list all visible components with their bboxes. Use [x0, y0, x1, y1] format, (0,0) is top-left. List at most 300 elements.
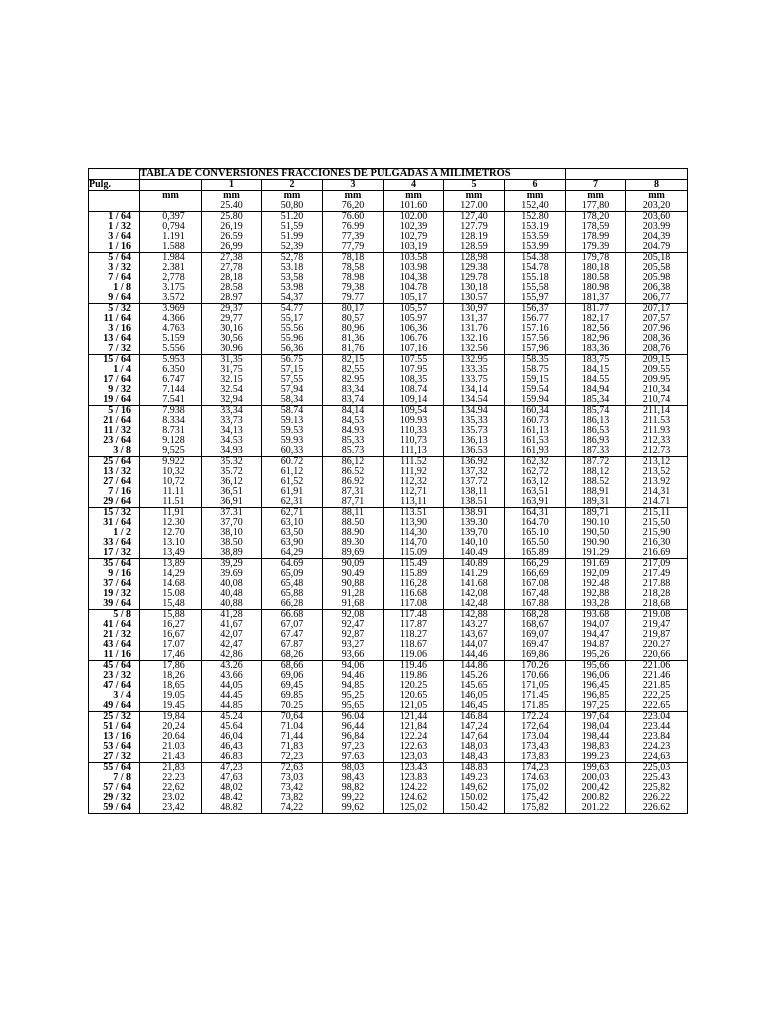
mm-value-cell: 42,86 — [202, 650, 262, 661]
base-value: 203,20 — [626, 201, 688, 212]
mm-value-cell: 200.82 — [566, 793, 626, 803]
mm-value-cell: 78,18 — [323, 253, 384, 264]
mm-value-cell: 46,43 — [202, 742, 262, 752]
mm-value-cell: 57,15 — [262, 365, 323, 375]
mm-value-cell: 9,525 — [140, 446, 202, 457]
mm-value-cell: 114,70 — [384, 538, 444, 548]
mm-value-cell: 161,93 — [505, 446, 566, 457]
mm-value-cell: 105.97 — [384, 314, 444, 324]
table-row — [89, 375, 688, 385]
mm-value-cell: 22,62 — [140, 783, 202, 793]
mm-value-cell: 94,46 — [323, 671, 384, 681]
mm-value-cell: 87,71 — [323, 497, 384, 508]
mm-value-cell: 147,64 — [444, 732, 505, 742]
conversion-table — [88, 168, 688, 814]
mm-value-cell: 205.98 — [626, 273, 688, 283]
mm-value-cell: 25.80 — [202, 212, 262, 223]
table-row — [89, 334, 688, 344]
mm-value-cell: 1.588 — [140, 242, 202, 253]
table-row — [89, 497, 688, 508]
mm-value-cell: 2.381 — [140, 263, 202, 273]
mm-value-cell: 54.77 — [262, 304, 323, 315]
mm-value-cell: 16,27 — [140, 620, 202, 630]
unit-label: mm — [566, 191, 626, 202]
mm-value-cell: 208,36 — [626, 334, 688, 344]
table-row — [89, 569, 688, 579]
mm-value-cell: 84,53 — [323, 416, 384, 426]
mm-value-cell: 206,38 — [626, 283, 688, 293]
fraction-cell: 21 / 32 — [89, 630, 140, 640]
unit-row — [89, 191, 688, 202]
table-row — [89, 324, 688, 334]
mm-value-cell: 120.65 — [384, 691, 444, 701]
mm-value-cell: 15,88 — [140, 610, 202, 621]
mm-value-cell: 131.76 — [444, 324, 505, 334]
mm-value-cell: 224.23 — [626, 742, 688, 752]
fraction-cell: 1 / 64 — [89, 212, 140, 223]
mm-value-cell: 187.72 — [566, 457, 626, 468]
mm-value-cell: 76.99 — [323, 222, 384, 232]
mm-value-cell: 165.10 — [505, 528, 566, 538]
mm-value-cell: 188,91 — [566, 487, 626, 497]
fraction-cell: 17 / 64 — [89, 375, 140, 385]
mm-value-cell: 222.65 — [626, 701, 688, 712]
fraction-cell: 49 / 64 — [89, 701, 140, 712]
mm-value-cell: 67.87 — [262, 640, 323, 650]
mm-value-cell: 12.30 — [140, 518, 202, 528]
mm-value-cell: 186,13 — [566, 416, 626, 426]
fraction-cell: 7 / 16 — [89, 487, 140, 497]
fraction-cell: 3 / 8 — [89, 446, 140, 457]
mm-value-cell: 109,14 — [384, 395, 444, 406]
mm-value-cell: 17,86 — [140, 661, 202, 672]
mm-value-cell: 43.26 — [202, 661, 262, 672]
mm-value-cell: 164,31 — [505, 508, 566, 519]
mm-value-cell: 83,34 — [323, 385, 384, 395]
mm-value-cell: 155,97 — [505, 293, 566, 304]
fraction-cell: 15 / 64 — [89, 355, 140, 366]
mm-value-cell: 188.52 — [566, 477, 626, 487]
mm-value-cell: 51.20 — [262, 212, 323, 223]
mm-value-cell: 134.54 — [444, 395, 505, 406]
mm-value-cell: 61,52 — [262, 477, 323, 487]
mm-value-cell: 226.62 — [626, 803, 688, 814]
mm-value-cell: 160,34 — [505, 406, 566, 417]
mm-value-cell: 116.68 — [384, 589, 444, 599]
mm-value-cell: 22.23 — [140, 773, 202, 783]
mm-value-cell: 139,70 — [444, 528, 505, 538]
base-value: 152,40 — [505, 201, 566, 212]
mm-value-cell: 39.69 — [202, 569, 262, 579]
mm-value-cell: 166,69 — [505, 569, 566, 579]
mm-value-cell: 37,70 — [202, 518, 262, 528]
mm-value-cell: 18,65 — [140, 681, 202, 691]
mm-value-cell: 115.49 — [384, 559, 444, 570]
mm-value-cell: 86.92 — [323, 477, 384, 487]
mm-value-cell: 203.99 — [626, 222, 688, 232]
mm-value-cell: 93,66 — [323, 650, 384, 661]
mm-value-cell: 211.53 — [626, 416, 688, 426]
table-row — [89, 773, 688, 783]
table-row — [89, 273, 688, 283]
mm-value-cell: 194,07 — [566, 620, 626, 630]
mm-value-cell: 193,28 — [566, 599, 626, 610]
base-value: 50,80 — [262, 201, 323, 212]
mm-value-cell: 128.19 — [444, 232, 505, 242]
mm-value-cell: 47,23 — [202, 763, 262, 774]
mm-value-cell: 137.72 — [444, 477, 505, 487]
mm-value-cell: 36,12 — [202, 477, 262, 487]
mm-value-cell: 28,18 — [202, 273, 262, 283]
mm-value-cell: 44.45 — [202, 691, 262, 701]
mm-value-cell: 119.86 — [384, 671, 444, 681]
mm-value-cell: 117.48 — [384, 610, 444, 621]
mm-value-cell: 21.43 — [140, 752, 202, 763]
table-row — [89, 671, 688, 681]
mm-value-cell: 31,35 — [202, 355, 262, 366]
table-row — [89, 579, 688, 589]
mm-value-cell: 55.96 — [262, 334, 323, 344]
mm-value-cell: 171.45 — [505, 691, 566, 701]
mm-value-cell: 115.89 — [384, 569, 444, 579]
mm-value-cell: 144.86 — [444, 661, 505, 672]
mm-value-cell: 29,77 — [202, 314, 262, 324]
fraction-cell: 19 / 32 — [89, 589, 140, 599]
mm-value-cell: 140,10 — [444, 538, 505, 548]
mm-value-cell: 149.23 — [444, 773, 505, 783]
fraction-cell: 35 / 64 — [89, 559, 140, 570]
mm-value-cell: 145.65 — [444, 681, 505, 691]
mm-value-cell: 221.06 — [626, 661, 688, 672]
mm-value-cell: 170.66 — [505, 671, 566, 681]
mm-value-cell: 148,03 — [444, 742, 505, 752]
mm-value-cell: 167.08 — [505, 579, 566, 589]
mm-value-cell: 78.98 — [323, 273, 384, 283]
mm-value-cell: 33,73 — [202, 416, 262, 426]
mm-value-cell: 19.05 — [140, 691, 202, 701]
mm-value-cell: 102,39 — [384, 222, 444, 232]
mm-value-cell: 169,07 — [505, 630, 566, 640]
mm-value-cell: 186,93 — [566, 436, 626, 446]
mm-value-cell: 8.731 — [140, 426, 202, 436]
mm-value-cell: 225,03 — [626, 763, 688, 774]
mm-value-cell: 32.54 — [202, 385, 262, 395]
mm-value-cell: 225.43 — [626, 773, 688, 783]
mm-value-cell: 141.29 — [444, 569, 505, 579]
mm-value-cell: 174,23 — [505, 763, 566, 774]
table-row — [89, 661, 688, 672]
mm-value-cell: 132.95 — [444, 355, 505, 366]
unit-label: mm — [262, 191, 323, 202]
mm-value-cell: 183,36 — [566, 344, 626, 355]
table-row — [89, 344, 688, 355]
mm-value-cell: 185,74 — [566, 406, 626, 417]
mm-value-cell: 105,57 — [384, 304, 444, 315]
mm-value-cell: 136,13 — [444, 436, 505, 446]
mm-value-cell: 34,13 — [202, 426, 262, 436]
mm-value-cell: 146,45 — [444, 701, 505, 712]
mm-value-cell: 26.59 — [202, 232, 262, 242]
table-row — [89, 222, 688, 232]
table-row — [89, 763, 688, 774]
mm-value-cell: 38.50 — [202, 538, 262, 548]
mm-value-cell: 175,42 — [505, 793, 566, 803]
table-row — [89, 783, 688, 793]
fraction-cell: 7 / 8 — [89, 773, 140, 783]
mm-value-cell: 184,94 — [566, 385, 626, 395]
mm-value-cell: 108.74 — [384, 385, 444, 395]
table-row — [89, 212, 688, 223]
mm-value-cell: 175,82 — [505, 803, 566, 814]
mm-value-cell: 135.73 — [444, 426, 505, 436]
mm-value-cell: 114,30 — [384, 528, 444, 538]
mm-value-cell: 190.90 — [566, 538, 626, 548]
mm-value-cell: 115.09 — [384, 548, 444, 559]
fraction-cell: 39 / 64 — [89, 599, 140, 610]
table-row — [89, 518, 688, 528]
mm-value-cell: 58.74 — [262, 406, 323, 417]
mm-value-cell: 30,16 — [202, 324, 262, 334]
mm-value-cell: 77,39 — [323, 232, 384, 242]
mm-value-cell: 109.93 — [384, 416, 444, 426]
mm-value-cell: 197,25 — [566, 701, 626, 712]
mm-value-cell: 190,50 — [566, 528, 626, 538]
mm-value-cell: 11.51 — [140, 497, 202, 508]
table-row — [89, 681, 688, 691]
mm-value-cell: 57,55 — [262, 375, 323, 385]
mm-value-cell: 11,91 — [140, 508, 202, 519]
mm-value-cell: 178,59 — [566, 222, 626, 232]
mm-value-cell: 121,84 — [384, 722, 444, 732]
mm-value-cell: 0,794 — [140, 222, 202, 232]
mm-value-cell: 82.95 — [323, 375, 384, 385]
mm-value-cell: 103,19 — [384, 242, 444, 253]
mm-value-cell: 93,27 — [323, 640, 384, 650]
mm-value-cell: 46.83 — [202, 752, 262, 763]
mm-value-cell: 178.99 — [566, 232, 626, 242]
fraction-cell: 13 / 32 — [89, 467, 140, 477]
mm-value-cell: 104.78 — [384, 283, 444, 293]
mm-value-cell: 14.68 — [140, 579, 202, 589]
mm-value-cell: 146,05 — [444, 691, 505, 701]
mm-value-cell: 90,09 — [323, 559, 384, 570]
mm-value-cell: 43.66 — [202, 671, 262, 681]
table-row — [89, 559, 688, 570]
table-row — [89, 406, 688, 417]
fraction-cell: 45 / 64 — [89, 661, 140, 672]
mm-value-cell: 162,72 — [505, 467, 566, 477]
mm-value-cell: 98,82 — [323, 783, 384, 793]
inch-header: 4 — [384, 180, 444, 191]
fraction-cell: 27 / 64 — [89, 477, 140, 487]
mm-value-cell: 98,43 — [323, 773, 384, 783]
mm-value-cell: 215,90 — [626, 528, 688, 538]
mm-value-cell: 201.22 — [566, 803, 626, 814]
mm-value-cell: 219,87 — [626, 630, 688, 640]
fraction-cell: 31 / 64 — [89, 518, 140, 528]
mm-value-cell: 5.556 — [140, 344, 202, 355]
mm-value-cell: 103.58 — [384, 253, 444, 264]
mm-value-cell: 84,14 — [323, 406, 384, 417]
mm-value-cell: 119.46 — [384, 661, 444, 672]
mm-value-cell: 112,32 — [384, 477, 444, 487]
fraction-cell: 3 / 64 — [89, 232, 140, 242]
mm-value-cell: 8.334 — [140, 416, 202, 426]
fraction-cell: 25 / 64 — [89, 457, 140, 468]
table-row — [89, 793, 688, 803]
mm-value-cell: 96.04 — [323, 712, 384, 723]
mm-value-cell: 21.03 — [140, 742, 202, 752]
fraction-cell: 29 / 32 — [89, 793, 140, 803]
mm-value-cell: 192,88 — [566, 589, 626, 599]
mm-value-cell: 197,64 — [566, 712, 626, 723]
mm-value-cell: 168,67 — [505, 620, 566, 630]
mm-value-cell: 3.572 — [140, 293, 202, 304]
mm-value-cell: 52,39 — [262, 242, 323, 253]
mm-value-cell: 154.78 — [505, 263, 566, 273]
fraction-cell: 25 / 32 — [89, 712, 140, 723]
mm-value-cell: 134,14 — [444, 385, 505, 395]
mm-value-cell: 211.93 — [626, 426, 688, 436]
mm-value-cell: 158.75 — [505, 365, 566, 375]
mm-value-cell: 182,96 — [566, 334, 626, 344]
mm-value-cell: 134.94 — [444, 406, 505, 417]
mm-value-cell: 9.922 — [140, 457, 202, 468]
table-row — [89, 426, 688, 436]
mm-value-cell: 84.93 — [323, 426, 384, 436]
mm-value-cell: 6.350 — [140, 365, 202, 375]
mm-value-cell: 13,89 — [140, 559, 202, 570]
mm-value-cell: 16,67 — [140, 630, 202, 640]
mm-value-cell: 181.77 — [566, 304, 626, 315]
mm-value-cell: 60,33 — [262, 446, 323, 457]
mm-value-cell: 217.49 — [626, 569, 688, 579]
mm-value-cell: 157.16 — [505, 324, 566, 334]
mm-value-cell: 140.89 — [444, 559, 505, 570]
mm-value-cell: 162,32 — [505, 457, 566, 468]
mm-value-cell: 92,47 — [323, 620, 384, 630]
mm-value-cell: 216.69 — [626, 548, 688, 559]
mm-value-cell: 212.73 — [626, 446, 688, 457]
mm-value-cell: 195,66 — [566, 661, 626, 672]
mm-value-cell: 218,68 — [626, 599, 688, 610]
mm-value-cell: 139.30 — [444, 518, 505, 528]
mm-value-cell: 180.98 — [566, 283, 626, 293]
mm-value-cell: 208,76 — [626, 344, 688, 355]
mm-value-cell: 196,06 — [566, 671, 626, 681]
mm-value-cell: 26,19 — [202, 222, 262, 232]
mm-value-cell: 92,08 — [323, 610, 384, 621]
inch-header: 1 — [202, 180, 262, 191]
mm-value-cell: 155.18 — [505, 273, 566, 283]
table-row — [89, 436, 688, 446]
mm-value-cell: 225,82 — [626, 783, 688, 793]
mm-value-cell: 111.52 — [384, 457, 444, 468]
table-row — [89, 446, 688, 457]
mm-value-cell: 56,36 — [262, 344, 323, 355]
mm-value-cell: 189,71 — [566, 508, 626, 519]
mm-value-cell: 89,69 — [323, 548, 384, 559]
mm-value-cell: 129.38 — [444, 263, 505, 273]
mm-value-cell: 66.68 — [262, 610, 323, 621]
fraction-cell: 29 / 64 — [89, 497, 140, 508]
mm-value-cell: 117.87 — [384, 620, 444, 630]
mm-value-cell: 41,67 — [202, 620, 262, 630]
fraction-cell: 1 / 4 — [89, 365, 140, 375]
mm-value-cell: 121,05 — [384, 701, 444, 712]
unit-label: mm — [202, 191, 262, 202]
mm-value-cell: 17.07 — [140, 640, 202, 650]
fraction-cell: 15 / 32 — [89, 508, 140, 519]
mm-value-cell: 122.24 — [384, 732, 444, 742]
mm-value-cell: 35.72 — [202, 467, 262, 477]
mm-value-cell: 182,56 — [566, 324, 626, 334]
mm-value-cell: 167,48 — [505, 589, 566, 599]
mm-value-cell: 200,03 — [566, 773, 626, 783]
mm-value-cell: 105,17 — [384, 293, 444, 304]
mm-value-cell: 9.128 — [140, 436, 202, 446]
mm-value-cell: 56.75 — [262, 355, 323, 366]
mm-value-cell: 97.63 — [323, 752, 384, 763]
mm-value-cell: 58,34 — [262, 395, 323, 406]
mm-value-cell: 38,10 — [202, 528, 262, 538]
table-row — [89, 242, 688, 253]
mm-value-cell: 14,29 — [140, 569, 202, 579]
mm-value-cell: 211,14 — [626, 406, 688, 417]
mm-value-cell: 63,10 — [262, 518, 323, 528]
mm-value-cell: 102,79 — [384, 232, 444, 242]
mm-value-cell: 59.53 — [262, 426, 323, 436]
mm-value-cell: 127.79 — [444, 222, 505, 232]
mm-value-cell: 193.68 — [566, 610, 626, 621]
mm-value-cell: 214.71 — [626, 497, 688, 508]
mm-value-cell: 85.73 — [323, 446, 384, 457]
mm-value-cell: 122.63 — [384, 742, 444, 752]
mm-value-cell: 117.08 — [384, 599, 444, 610]
mm-value-cell: 48.42 — [202, 793, 262, 803]
mm-value-cell: 196,45 — [566, 681, 626, 691]
mm-value-cell: 27,78 — [202, 263, 262, 273]
mm-value-cell: 209.95 — [626, 375, 688, 385]
mm-value-cell: 144,46 — [444, 650, 505, 661]
mm-value-cell: 37.31 — [202, 508, 262, 519]
fraction-cell: 1 / 16 — [89, 242, 140, 253]
mm-value-cell: 96,44 — [323, 722, 384, 732]
mm-value-cell: 130,97 — [444, 304, 505, 315]
mm-value-cell: 29,37 — [202, 304, 262, 315]
mm-value-cell: 130.57 — [444, 293, 505, 304]
mm-value-cell: 48,02 — [202, 783, 262, 793]
table-row — [89, 538, 688, 548]
mm-value-cell: 65,09 — [262, 569, 323, 579]
mm-value-cell: 86.52 — [323, 467, 384, 477]
fraction-cell: 3 / 32 — [89, 263, 140, 273]
mm-value-cell: 150.02 — [444, 793, 505, 803]
mm-value-cell: 64.69 — [262, 559, 323, 570]
fraction-cell: 7 / 32 — [89, 344, 140, 355]
table-row — [89, 283, 688, 293]
fraction-cell: 3 / 16 — [89, 324, 140, 334]
table-row — [89, 232, 688, 242]
mm-value-cell: 119.06 — [384, 650, 444, 661]
fraction-cell: 19 / 64 — [89, 395, 140, 406]
mm-value-cell: 179,78 — [566, 253, 626, 264]
mm-value-cell: 38,89 — [202, 548, 262, 559]
mm-value-cell: 220,66 — [626, 650, 688, 661]
fraction-cell: 5 / 32 — [89, 304, 140, 315]
mm-value-cell: 160.73 — [505, 416, 566, 426]
mm-value-cell: 70,64 — [262, 712, 323, 723]
